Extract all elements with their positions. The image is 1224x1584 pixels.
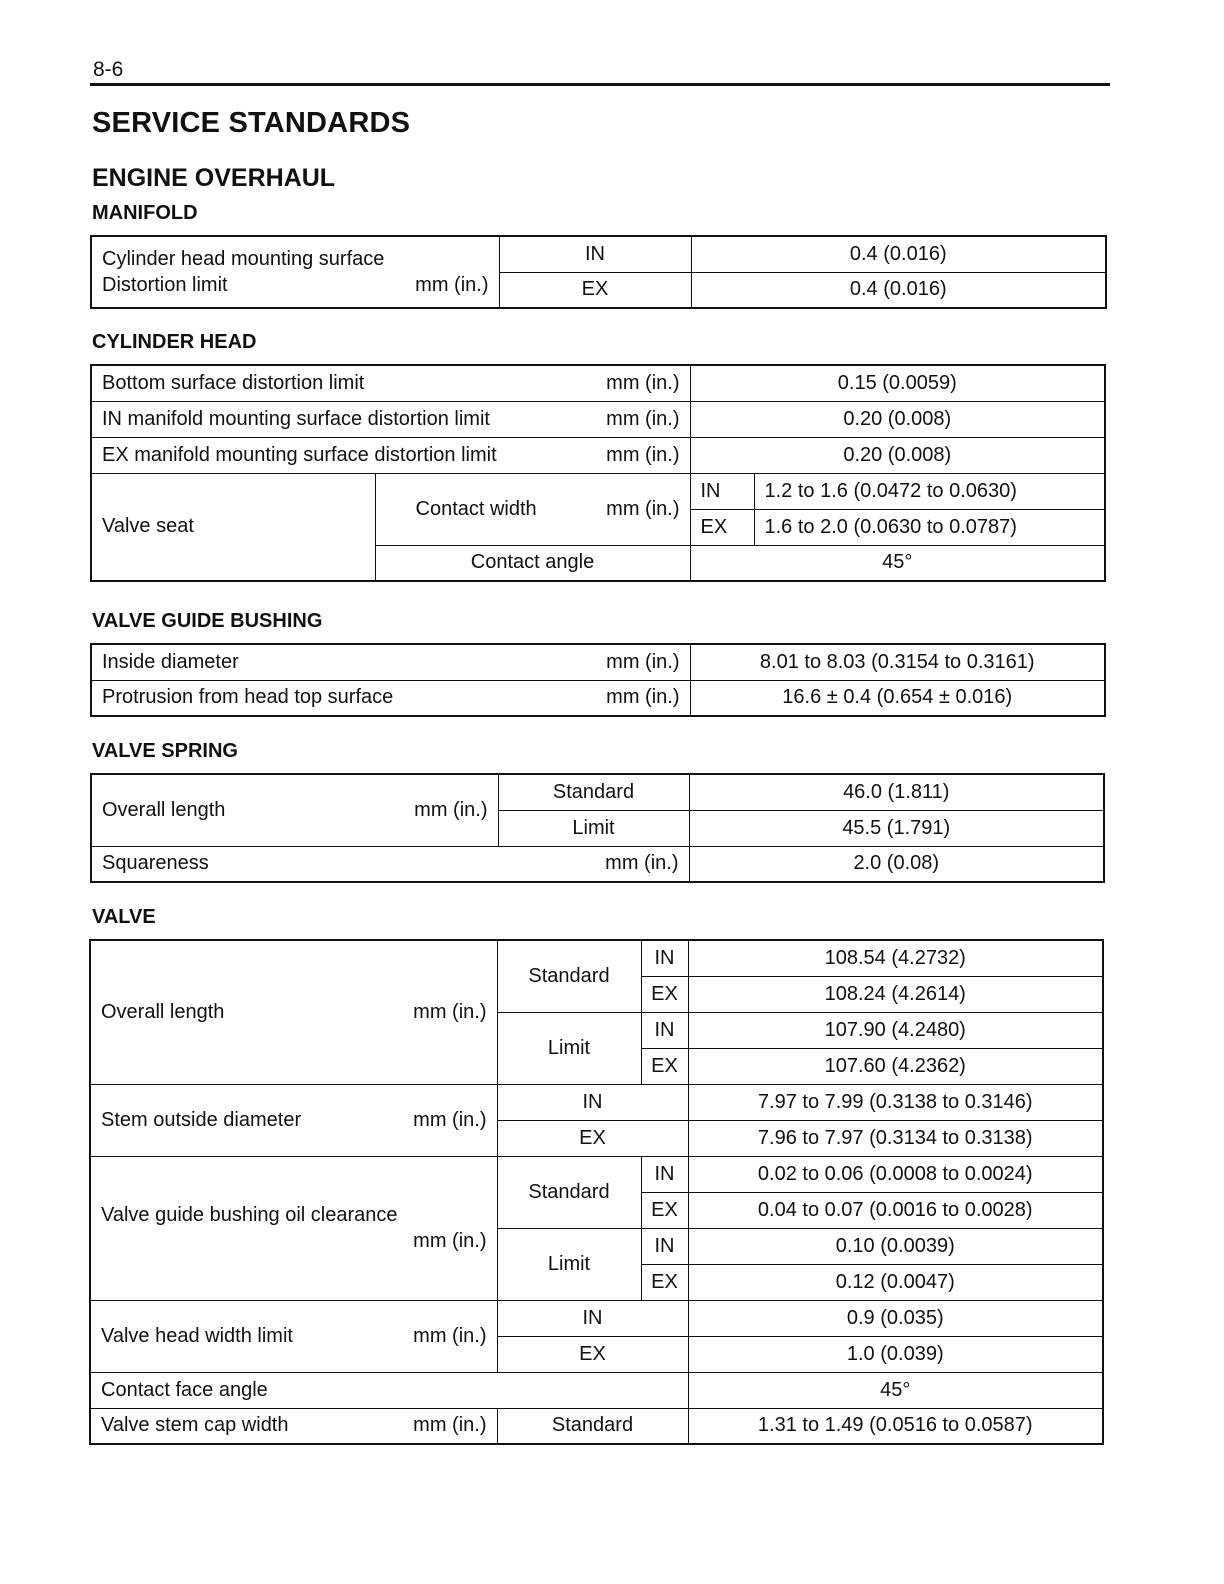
ex-manifold-distortion-label: EX manifold mounting surface distortion limit mm (in.) xyxy=(91,437,690,473)
table-row xyxy=(91,365,1105,401)
manifold-ex-value: 0.4 (0.016) xyxy=(691,272,1106,308)
oil-std-in: 0.02 to 0.06 (0.0008 to 0.0024) xyxy=(688,1156,1103,1192)
valve-spring-table xyxy=(90,773,1105,883)
valve-seat-label: Valve seat xyxy=(91,473,375,581)
cylinder-head-heading: CYLINDER HEAD xyxy=(92,331,257,353)
page-title: SERVICE STANDARDS xyxy=(92,107,411,139)
contact-width-in-key: IN xyxy=(690,473,754,509)
stem-diameter-label: Stem outside diameter mm (in.) xyxy=(90,1084,497,1156)
oil-lim-in: 0.10 (0.0039) xyxy=(688,1228,1103,1264)
section-title: ENGINE OVERHAUL xyxy=(92,164,336,192)
valve-overall-lim-in: 107.90 (4.2480) xyxy=(688,1012,1103,1048)
unit-label: mm (in.) xyxy=(415,274,489,296)
ex-key: EX xyxy=(641,1192,688,1228)
in-key: IN xyxy=(641,1228,688,1264)
head-width-ex-value: 1.0 (0.039) xyxy=(688,1336,1103,1372)
valve-overall-length-label: Overall length mm (in.) xyxy=(90,940,497,1084)
oil-standard-label: Standard xyxy=(497,1156,641,1228)
bottom-distortion-label: Bottom surface distortion limit mm (in.) xyxy=(91,365,690,401)
in-key: IN xyxy=(497,1300,688,1336)
stem-in-value: 7.97 to 7.99 (0.3138 to 0.3146) xyxy=(688,1084,1103,1120)
protrusion-value: 16.6 ± 0.4 (0.654 ± 0.016) xyxy=(690,680,1105,716)
spring-standard-label: Standard xyxy=(498,774,689,810)
valve-spring-heading: VALVE SPRING xyxy=(92,740,238,762)
stem-cap-key: Standard xyxy=(497,1408,688,1444)
contact-face-angle-value: 45° xyxy=(688,1372,1103,1408)
contact-face-angle-label: Contact face angle xyxy=(90,1372,688,1408)
table-row xyxy=(90,940,1103,976)
table-row xyxy=(90,1408,1103,1444)
in-key: IN xyxy=(641,940,688,976)
valve-overall-std-ex: 108.24 (4.2614) xyxy=(688,976,1103,1012)
contact-angle-value: 45° xyxy=(690,545,1105,581)
valve-heading: VALVE xyxy=(92,906,156,928)
head-width-label: Valve head width limit mm (in.) xyxy=(90,1300,497,1372)
inside-diameter-label: Inside diameter mm (in.) xyxy=(91,644,690,680)
valve-overall-standard-label: Standard xyxy=(497,940,641,1012)
table-row xyxy=(91,774,1104,810)
manifold-in-value: 0.4 (0.016) xyxy=(691,236,1106,272)
bottom-distortion-value: 0.15 (0.0059) xyxy=(690,365,1105,401)
valve-guide-bushing-table xyxy=(90,643,1106,717)
oil-lim-ex: 0.12 (0.0047) xyxy=(688,1264,1103,1300)
spring-limit-value: 45.5 (1.791) xyxy=(689,810,1104,846)
ex-key: EX xyxy=(641,976,688,1012)
manifold-label-line1: Cylinder head mounting surface xyxy=(102,248,385,270)
stem-cap-label: Valve stem cap width mm (in.) xyxy=(90,1408,497,1444)
table-row xyxy=(91,644,1105,680)
contact-width-label: Contact width mm (in.) xyxy=(375,473,690,545)
manifold-in-key: IN xyxy=(499,236,691,272)
oil-limit-label: Limit xyxy=(497,1228,641,1300)
oil-clearance-label: Valve guide bushing oil clearance mm (in.) xyxy=(90,1156,497,1300)
table-row xyxy=(91,236,1106,272)
squareness-label: Squareness mm (in.) xyxy=(91,846,689,882)
ex-key: EX xyxy=(497,1120,688,1156)
manifold-ex-key: EX xyxy=(499,272,691,308)
table-row xyxy=(91,680,1105,716)
valve-overall-limit-label: Limit xyxy=(497,1012,641,1084)
table-row xyxy=(90,1084,1103,1120)
stem-ex-value: 7.96 to 7.97 (0.3134 to 0.3138) xyxy=(688,1120,1103,1156)
valve-overall-lim-ex: 107.60 (4.2362) xyxy=(688,1048,1103,1084)
header-rule xyxy=(90,83,1110,86)
stem-cap-value: 1.31 to 1.49 (0.0516 to 0.0587) xyxy=(688,1408,1103,1444)
table-row xyxy=(91,401,1105,437)
table-row xyxy=(90,1372,1103,1408)
table-row xyxy=(90,1300,1103,1336)
head-width-in-value: 0.9 (0.035) xyxy=(688,1300,1103,1336)
contact-width-ex-value: 1.6 to 2.0 (0.0630 to 0.0787) xyxy=(754,509,1105,545)
squareness-value: 2.0 (0.08) xyxy=(689,846,1104,882)
contact-angle-label: Contact angle xyxy=(375,545,690,581)
spring-overall-length-label: Overall length mm (in.) xyxy=(91,774,498,846)
inside-diameter-value: 8.01 to 8.03 (0.3154 to 0.3161) xyxy=(690,644,1105,680)
manifold-heading: MANIFOLD xyxy=(92,202,198,224)
manifold-table xyxy=(90,235,1107,309)
spring-limit-label: Limit xyxy=(498,810,689,846)
table-row xyxy=(91,846,1104,882)
ex-key: EX xyxy=(641,1264,688,1300)
spring-standard-value: 46.0 (1.811) xyxy=(689,774,1104,810)
valve-guide-bushing-heading: VALVE GUIDE BUSHING xyxy=(92,610,323,632)
table-row xyxy=(91,473,1105,509)
valve-overall-std-in: 108.54 (4.2732) xyxy=(688,940,1103,976)
oil-std-ex: 0.04 to 0.07 (0.0016 to 0.0028) xyxy=(688,1192,1103,1228)
ex-manifold-distortion-value: 0.20 (0.008) xyxy=(690,437,1105,473)
protrusion-label: Protrusion from head top surface mm (in.) xyxy=(91,680,690,716)
table-row xyxy=(91,437,1105,473)
manifold-label-line2: Distortion limit xyxy=(102,274,228,296)
in-key: IN xyxy=(641,1156,688,1192)
ex-key: EX xyxy=(641,1048,688,1084)
in-manifold-distortion-label: IN manifold mounting surface distortion limit mm (in.) xyxy=(91,401,690,437)
ex-key: EX xyxy=(497,1336,688,1372)
table-row xyxy=(90,1156,1103,1192)
in-key: IN xyxy=(497,1084,688,1120)
contact-width-ex-key: EX xyxy=(690,509,754,545)
in-key: IN xyxy=(641,1012,688,1048)
contact-width-in-value: 1.2 to 1.6 (0.0472 to 0.0630) xyxy=(754,473,1105,509)
cylinder-head-table xyxy=(90,364,1106,582)
valve-table xyxy=(89,939,1104,1445)
page-number: 8-6 xyxy=(93,58,124,81)
in-manifold-distortion-value: 0.20 (0.008) xyxy=(690,401,1105,437)
manifold-label-cell xyxy=(91,236,499,308)
